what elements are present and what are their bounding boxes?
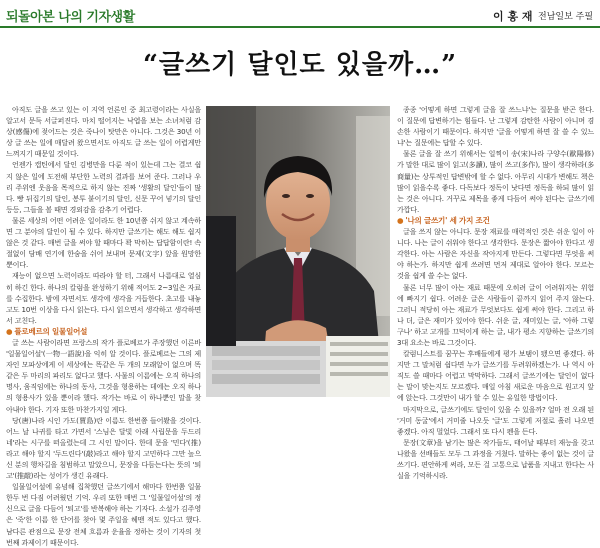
paragraph: 아직도 글을 쓰고 있는 이 지역 언론인 중 최고령이라는 사실을 알고서 문득 서글퍼진다. 마치 떨어지는 낙엽을 보는 소녀처럼 감상(感傷)에 젖어드는 것은 죽나이 탓만은 아니다. 그것은 30년 이상 글 쓰는 일에 매달려 왔으면서도 아직도 글 쓰는 일이 어렵게만 느껴지기 때문일 것이다. xyxy=(6,105,201,159)
paragraph: 글을 쓰지 않는 아니다. 문장 재료를 매력적인 것은 쉬운 일이 아니다. 나는 글이 쉬워야 한다고 생각한다. 문장은 짧아야 한다고 생각한다. 아는 사람은 자신을 작아지게 만든다. 그렇다면 무엇을 써야 하는가. 하지만 쉽게 쓰려면 먼저 제대로 알아야 한다. 모르는 것을 쉽게 쓸 수는 없다. xyxy=(397,227,594,281)
author-photo xyxy=(206,106,390,397)
article-headline: “글쓰기 달인도 있을까…” xyxy=(142,50,458,80)
paragraph: 물론 글을 잘 쓰기 위해서는 일찍이 송(宋)나라 구양수(歐陽修)가 말한 대로 많이 읽고(多讀), 많이 쓰고(多作), 많이 생각하라(多商量)는 상투적인 답변밖에 할 수 없다. 아무리 시대가 변해도 책은 많이 읽을수록 좋다. 다독보다 정독이 낫다면 정독을 하되 많이 읽는 것은 아니다. 거꾸로 제목을 좋게 다듬어 써야 된다는 글쓰기에 가깝다. xyxy=(397,149,594,214)
article-column-left xyxy=(6,104,201,547)
paragraph: 문장(文章)을 남기는 많은 작가들도, 태어날 때부터 재능을 갖고 나왔을 선배들도 모두 그 과정을 거쳤다. 말하는 좋이 없는 것이 글쓰기다. 편안하게 써라, 모든 걸 고통으로 납품을 지내고 한다는 사실을 기억하시라. xyxy=(397,437,594,481)
page-header xyxy=(0,0,600,30)
paragraph: 마지막으로, 글쓰기에도 달인이 있을 수 있을까? 얼마 전 오래 된 '거미 동굴'에서 거미줄 나오듯 '글'도 그렇게 저절로 흘러 나오면 좋겠다. 아직 멀었다. 그래서 또 다시 펜을 든다. xyxy=(397,404,594,436)
header-divider xyxy=(0,26,600,28)
paragraph: 칼럼니스트를 꿈꾸는 후배들에게 평가 보탬이 됐으면 좋겠다. 하지만 그 말처럼 쉽다면 누가 글쓰기를 두려워하겠는가. 나 역시 아직도 쓸 때마다 어렵고 막막하다. 그래서 글쓰기에는 달인이 없다는 말이 맞는지도 모르겠다. 매일 아침 새로운 마음으로 원고지 앞에 앉는다. 그것만이 내가 할 수 있는 유일한 방법이다. xyxy=(397,349,594,403)
paragraph: 일물일어설에 유념해 집착했던 글쓰기에서 해마다 한번쯤 일물 한두 번 다짐 어려웠던 기억. 우리 또한 매번 그 '일물일어설'의 정신으로 글을 다듬어 '퇴고'를 반복해야 하는 기자다. 소설가 김주영은 '죽'한 이름 한 단어를 찾아 몇 주일을 헤맨 적도 있다고 했다. 남다른 관점으로 문장 전체 흐름과 운율을 정하는 것이 기자의 첫 번째 과제이기 때문이다. xyxy=(6,482,201,547)
subheading: ● '나의 글쓰기' 세 가지 조건 xyxy=(397,215,490,225)
paragraph: 종종 '어떻게 하면 그렇게 글을 잘 쓰느냐'는 질문을 받곤 한다. 이 질문에 답변하기는 힘들다. 난 그렇게 감탄한 사람이 아니며 겸손한 사람이기 때문이다. 하지만 '글을 어떻게 하면 잘 쓸 수 있느냐'는 질문에는 답할 수 있다. xyxy=(397,105,594,148)
bullet-icon: ● xyxy=(397,215,404,225)
paragraph: 물론 세상의 어떤 어려운 일이라도 한 10년쯤 쉬지 않고 계속하면 그 분야의 달인이 될 수 있다. 하지만 글쓰기는 해도 해도 쉽지 않은 것 같다. 매번 글을 써야 할 때마다 꽉 막히는 답답함이란! 속절없이 담배 연기에 한숨을 쉬어 보내며 문제(文字) 앞을 원망한 뿐이다. xyxy=(6,215,201,270)
author-name: 이 홍 재 xyxy=(493,10,533,23)
author-portrait-image xyxy=(206,106,390,397)
paragraph: 글 쓰는 사람이라면 프랑스의 작가 플로베르가 주장했던 이른바 '일물일어설'(一物一語說)을 익히 알 것이다. 플로베르는 그의 제자인 모파상에게 이 세상에는 똑같은 두 개의 모래알이 없으며 똑같은 두 마리의 파리도 없다고 했다. 사물의 이름에는 오직 하나의 명사, 움직임에는 하나의 동사, 그것을 형용하는 데에는 오직 하나의 형용사가 있을 뿐이라 했다. 작가는 바로 이 하나뿐인 말을 찾아내야 한다. 기자 또한 마찬가지일 게다. xyxy=(6,337,201,414)
article-column-right xyxy=(397,104,594,536)
author-affiliation: 전남일보 주필 xyxy=(538,12,594,22)
paragraph: 당(唐)나라 시인 가도(賈島)란 이름도 한번쯤 들어봤을 것이다. 어느 날 나귀를 타고 가면서 '스님은 달빛 아래 사립문을 두드리네'라는 시구를 떠올렸는데 그 시인 말이다. 한데 문을 '민다'(推)라고 해야 할지 '두드린다'(敲)라고 해야 할지 고민하다 그만 높으신 분의 행차길을 침범하고 말았으니, 문장을 다듬는다는 뜻의 '퇴고'(推敲)라는 성어가 생긴 유래다. xyxy=(6,415,201,481)
paragraph: 재능이 없으면 노력이라도 따라야 할 터, 그래서 나름대로 열심히 하긴 한다. 하나의 칼럼을 완성하기 위해 적어도 2~3일은 자료를 수집한다. 밤에 자면서도 생각에 생각을 거듭한다. 초고를 내놓고도 10번 이상을 다시 읽는다. 다시 읽으면서 생각하고 생각하면서 고친다. xyxy=(6,271,201,325)
paragraph: 언젠가 캡틴에서 달인 김병만을 다룬 적이 있는데 그는 결코 쉽지 않은 일에 도전해 부단한 노력의 결과를 보여 준다. 그러나 우리 주위엔 웃음을 목적으로 하지 않는 진짜 '생활의 달인'들이 많다. 빵 뒤집기의 달인, 봉투 붙이기의 달인, 신문 꾸어 넣기의 달인 등등, 그들을 볼 때면 경외감을 감추기 어렵다. xyxy=(6,160,201,214)
bullet-icon: ● xyxy=(6,326,13,336)
paragraph: 물론 너무 많이 아는 재료 때문에 오히려 글이 어려워지는 위험에 빠지기 쉽다. 어려운 글은 사람들이 끝까지 읽어 주지 않는다. 그러니 적당히 아는 재료가 무엇보다도 쉽게 써야 한다. 그리고 하나 더, 글은 재미가 있어야 한다. 쉬운 글, 재미있는 글, '아하 그렇구나' 하고 고개를 끄덕이게 하는 글, 내가 평소 지향하는 글쓰기의 3대 요소는 바로 그것이다. xyxy=(397,282,594,347)
subheading: ● 플로베르의 일물일어설 xyxy=(6,326,88,336)
section-title: 되돌아본 나의 기자생활 xyxy=(6,10,135,25)
